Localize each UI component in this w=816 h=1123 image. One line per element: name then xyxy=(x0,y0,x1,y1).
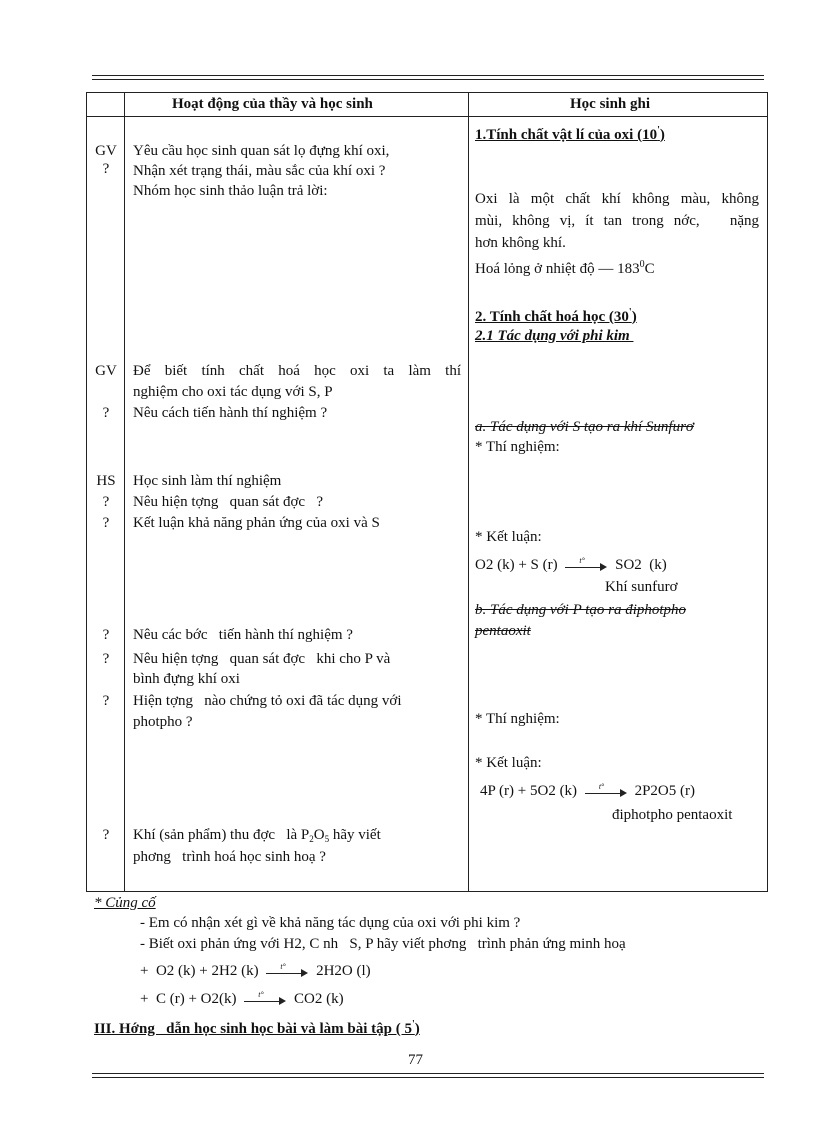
role-q-1: ? xyxy=(102,161,110,177)
role-q-2: ? xyxy=(102,405,110,421)
left-line-10: Nêu các bớc tiến hành thí nghiệm ? xyxy=(133,627,353,643)
subheading-phosphorus-2: pentaoxit xyxy=(475,623,531,639)
left-line-1: Yêu cầu học sinh quan sát lọ đựng khí oxi, xyxy=(133,143,390,159)
conclusion-1: * Kết luận: xyxy=(475,529,542,545)
role-q-3: ? xyxy=(102,494,110,510)
subheading-phosphorus-1: b. Tác dụng với P tạo ra điphotpho xyxy=(475,602,687,618)
top-rule-1 xyxy=(92,75,764,76)
bottom-rule-2 xyxy=(92,1077,764,1078)
left-line-3: Nhóm học sinh thảo luận trả lời: xyxy=(133,183,328,199)
reaction-arrow-1: t° xyxy=(565,560,607,572)
reaction-arrow-2: t° xyxy=(585,786,627,798)
right-para-4: Hoá lỏng ở nhiệt độ — $183^0C$ xyxy=(475,259,655,277)
page-number: 77 xyxy=(408,1052,423,1068)
right-para-3: hơn không khí. xyxy=(475,235,566,251)
role-q-5: ? xyxy=(102,627,110,643)
heading-chemical-properties: 2. Tính chất hoá học (30') xyxy=(475,307,637,325)
experiment-2: * Thí nghiệm: xyxy=(475,711,560,727)
left-line-8: Nêu hiện tợng quan sát đợc ? xyxy=(133,494,323,510)
left-line-5: nghiệm cho oxi tác dụng với S, P xyxy=(133,384,333,400)
left-line-15: Khí (sản phẩm) thu đợc là $P_2O_5$ hãy viết xyxy=(133,827,381,844)
left-line-4: Để biết tính chất hoá học oxi ta làm thí xyxy=(133,363,461,379)
equation-sulfur: O2 (k) + S (r) t° SO2 (k) xyxy=(475,555,667,573)
equation-phosphorus: 4P (r) + 5O2 (k) t° 2P2O5 (r) xyxy=(480,781,695,799)
left-line-7: Học sinh làm thí nghiệm xyxy=(133,473,282,489)
role-q-4: ? xyxy=(102,515,110,531)
heading-physical-properties: 1.Tính chất vật lí của oxi (10') xyxy=(475,125,665,143)
left-line-14: photpho ? xyxy=(133,714,193,730)
left-line-9: Kết luận khả năng phản ứng của oxi và S xyxy=(133,515,380,531)
experiment-1: * Thí nghiệm: xyxy=(475,439,560,455)
consolidation-item-2: - Biết oxi phản ứng với H2, C nh S, P hãy viết phơng trình phản ứng minh hoạ xyxy=(140,936,626,952)
consolidation-heading: * Củng cố xyxy=(94,895,156,911)
left-line-13: Hiện tợng nào chứng tỏ oxi đã tác dụng với xyxy=(133,693,402,709)
left-line-11: Nêu hiện tợng quan sát đợc khi cho P và xyxy=(133,651,391,667)
bottom-rule-1 xyxy=(92,1073,764,1074)
table-column-divider-2 xyxy=(468,92,469,892)
header-left: Hoạt động của thầy và học sinh xyxy=(172,96,373,112)
section-heading-homework: III. Hớng dẫn học sinh học bài và làm bài tập ( 5') xyxy=(94,1019,420,1037)
table-header-divider xyxy=(86,116,768,117)
right-para-1: Oxi là một chất khí không màu, không xyxy=(475,191,759,207)
product-name-1: Khí sunfurơ xyxy=(605,579,678,595)
consolidation-item-1: - Em có nhận xét gì về khả năng tác dụng của oxi với phi kim ? xyxy=(140,915,521,931)
left-line-2: Nhận xét trạng thái, màu sắc của khí oxi ? xyxy=(133,163,386,179)
reaction-arrow-4: t° xyxy=(244,994,286,1006)
reaction-arrow-3: t° xyxy=(266,966,308,978)
role-q-8: ? xyxy=(102,827,110,843)
role-gv-1: GV xyxy=(95,143,117,159)
role-gv-2: GV xyxy=(95,363,117,379)
role-hs: HS xyxy=(96,473,116,489)
top-rule-2 xyxy=(92,79,764,80)
role-q-7: ? xyxy=(102,693,110,709)
subheading-sulfur: a. Tác dụng với S tạo ra khí Sunfurơ xyxy=(475,419,694,435)
equation-carbon: + C (r) + O2(k) t° CO2 (k) xyxy=(140,989,344,1007)
table-column-divider-1 xyxy=(124,92,125,892)
left-line-16: phơng trình hoá học sinh hoạ ? xyxy=(133,849,326,865)
right-para-2: mùi, không vị, ít tan trong nớc, nặng xyxy=(475,213,759,229)
heading-with-nonmetals: 2.1 Tác dụng với phi kim xyxy=(475,328,634,344)
role-q-6: ? xyxy=(102,651,110,667)
conclusion-2: * Kết luận: xyxy=(475,755,542,771)
product-name-2: điphotpho pentaoxit xyxy=(612,807,733,823)
equation-hydrogen: + O2 (k) + 2H2 (k) t° 2H2O (l) xyxy=(140,961,371,979)
header-right: Học sinh ghi xyxy=(570,96,651,112)
left-line-12: bình đựng khí oxi xyxy=(133,671,240,687)
left-line-6: Nêu cách tiến hành thí nghiệm ? xyxy=(133,405,328,421)
